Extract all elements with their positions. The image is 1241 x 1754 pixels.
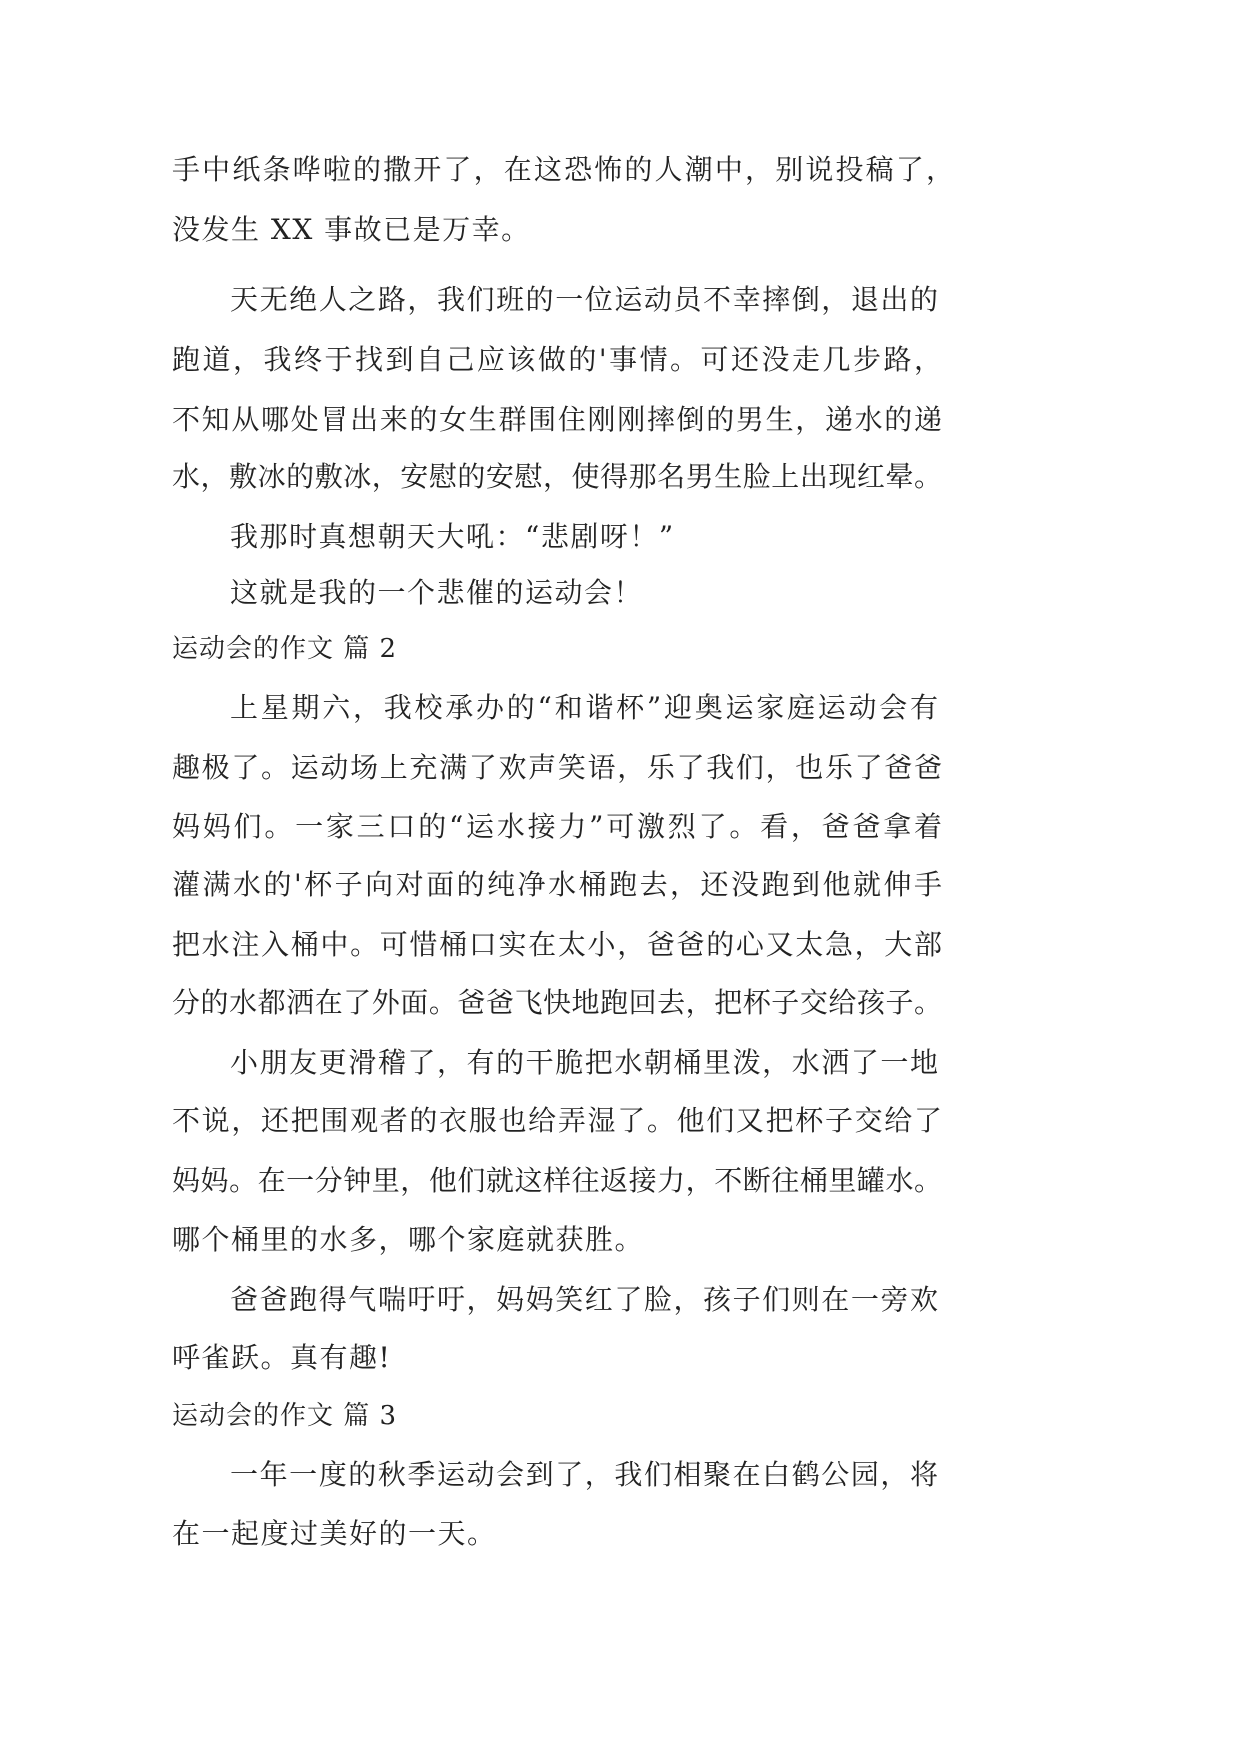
paragraph-line: 妈妈。在一分钟里，他们就这样往返接力，不断往桶里罐水。	[172, 1165, 942, 1197]
paragraph-line: 分的水都洒在了外面。爸爸飞快地跑回去，把杯子交给孩子。	[172, 987, 942, 1019]
paragraph-line: 跑道，我终于找到自己应该做的'事情。可还没走几步路，	[172, 344, 942, 376]
paragraph-line: 我那时真想朝天大吼：“悲剧呀！”	[230, 520, 675, 553]
paragraph-line: 趣极了。运动场上充满了欢声笑语，乐了我们，也乐了爸爸	[172, 752, 942, 784]
paragraph-line: 天无绝人之路，我们班的一位运动员不幸摔倒，退出的	[230, 284, 938, 316]
paragraph-line: 哪个桶里的水多，哪个家庭就获胜。	[172, 1223, 645, 1256]
section-heading: 运动会的作文 篇 2	[172, 634, 398, 664]
paragraph-line: 呼雀跃。真有趣!	[172, 1341, 392, 1374]
paragraph-line: 不知从哪处冒出来的女生群围住刚刚摔倒的男生，递水的递	[172, 404, 942, 436]
paragraph-line: 小朋友更滑稽了，有的干脆把水朝桶里泼，水洒了一地	[230, 1047, 938, 1079]
paragraph-line: 不说，还把围观者的衣服也给弄湿了。他们又把杯子交给了	[172, 1105, 942, 1137]
paragraph-line: 妈妈们。一家三口的“运水接力”可激烈了。看，爸爸拿着	[172, 811, 942, 843]
paragraph-line: 没发生 XX 事故已是万幸。	[172, 213, 531, 246]
paragraph-line: 手中纸条哗啦的撒开了，在这恐怖的人潮中，别说投稿了，	[172, 154, 954, 186]
section-heading: 运动会的作文 篇 3	[172, 1401, 398, 1431]
paragraph-line: 把水注入桶中。可惜桶口实在太小，爸爸的心又太急，大部	[172, 929, 942, 961]
paragraph-line: 水，敷冰的敷冰，安慰的安慰，使得那名男生脸上出现红晕。	[172, 461, 942, 493]
paragraph-line: 上星期六，我校承办的“和谐杯”迎奥运家庭运动会有	[230, 692, 938, 724]
paragraph-line: 爸爸跑得气喘吁吁，妈妈笑红了脸，孩子们则在一旁欢	[230, 1284, 938, 1316]
paragraph-line: 灌满水的'杯子向对面的纯净水桶跑去，还没跑到他就伸手	[172, 869, 942, 901]
paragraph-line: 一年一度的秋季运动会到了，我们相聚在白鹤公园，将	[230, 1459, 938, 1491]
paragraph-line: 在一起度过美好的一天。	[172, 1517, 497, 1550]
paragraph-line: 这就是我的一个悲催的运动会！	[230, 576, 644, 609]
